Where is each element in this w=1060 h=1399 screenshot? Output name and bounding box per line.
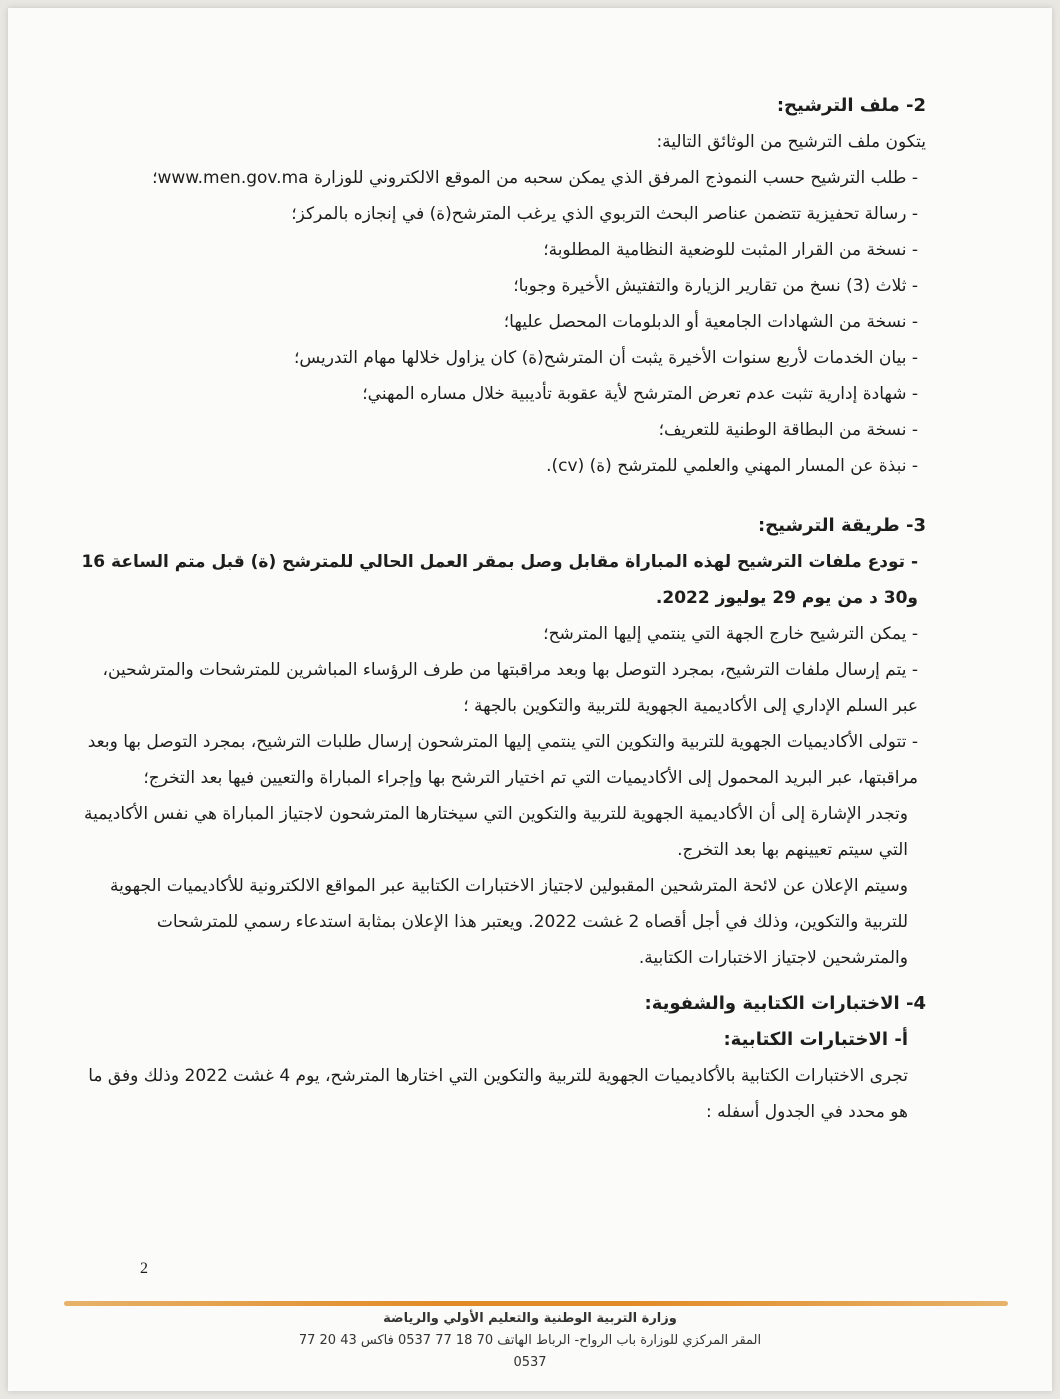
paragraph: - تتولى الأكاديميات الجهوية للتربية والتكوين التي ينتمي إليها المترشحون إرسال طلبات الترشيح، بمجرد التوصل بها وبعد مراقبتها، عبر البريد المحمول إلى الأكاديميات التي تم اختيار الترشح بها وإجراء المباراة والتعيين فيها بعد التخرج؛ — [87, 732, 918, 788]
document-body — [78, 88, 926, 1130]
section-3-title: 3- طريقة الترشيح: — [757, 515, 926, 536]
list-item: - نسخة من القرار المثبت للوضعية النظامية المطلوبة؛ — [543, 240, 918, 260]
paragraph: وتجدر الإشارة إلى أن الأكاديمية الجهوية للتربية والتكوين التي سيختارها المترشحون لاجتياز المباراة هي نفس الأكاديمية التي سيتم تعيينهم بها بعد التخرج. — [83, 804, 908, 860]
spacer — [78, 484, 926, 508]
list-item: - نسخة من البطاقة الوطنية للتعريف؛ — [658, 420, 918, 440]
footer-ministry-name: وزارة التربية الوطنية والتعليم الأولي والرياضة — [383, 1311, 677, 1326]
footer-address: المقر المركزي للوزارة باب الرواح- الرباط الهاتف 70 18 77 0537 فاكس 43 20 77 0537 — [298, 1333, 762, 1370]
paragraph: تجرى الاختبارات الكتابية بالأكاديميات الجهوية للتربية والتكوين التي اختارها المترشح، يوم 4 غشت 2022 وذلك وفق ما هو محدد في الجدول أسفله : — [88, 1066, 908, 1122]
paragraph: - يتم إرسال ملفات الترشيح، بمجرد التوصل بها وبعد مراقبتها من طرف الرؤساء المباشرين للمترشحات والمترشحين، عبر السلم الإداري إلى الأكاديمية الجهوية للتربية والتكوين بالجهة ؛ — [102, 660, 918, 716]
list-item: - ثلاث (3) نسخ من تقارير الزيارة والتفتيش الأخيرة وجوبا؛ — [513, 276, 918, 296]
footer-rule — [64, 1301, 1008, 1306]
paragraph: - يمكن الترشيح خارج الجهة التي ينتمي إليها المترشح؛ — [543, 624, 918, 644]
list-item: - رسالة تحفيزية تتضمن عناصر البحث التربوي الذي يرغب المترشح(ة) في إنجازه بالمركز؛ — [291, 204, 918, 224]
footer — [298, 1308, 762, 1374]
document-page — [8, 8, 1052, 1391]
list-item: - بيان الخدمات لأربع سنوات الأخيرة يثبت أن المترشح(ة) كان يزاول خلالها مهام التدريس؛ — [293, 348, 918, 368]
section-4-title: 4- الاختبارات الكتابية والشفوية: — [644, 993, 926, 1014]
list-item: - طلب الترشيح حسب النموذج المرفق الذي يمكن سحبه من الموقع الالكتروني للوزارة www.men.gov.ma؛ — [152, 168, 918, 188]
deadline-paragraph: - تودع ملفات الترشيح لهذه المباراة مقابل وصل بمقر العمل الحالي للمترشح (ة) قبل متم الساعة 16 و30 د من يوم 29 يوليوز 2022. — [81, 552, 918, 608]
section-2-title: 2- ملف الترشيح: — [776, 95, 926, 116]
section-2-intro: يتكون ملف الترشيح من الوثائق التالية: — [656, 132, 926, 152]
paragraph: وسيتم الإعلان عن لائحة المترشحين المقبولين لاجتياز الاختبارات الكتابية عبر المواقع الالكترونية للأكاديميات الجهوية للتربية والتكوين، وذلك في أجل أقصاه 2 غشت 2022. ويعتبر هذا الإعلان بمثابة استدعاء رسمي للمترشحات والمترشحين لاجتياز الاختبارات الكتابية. — [110, 876, 908, 968]
spacer — [78, 976, 926, 986]
list-item: - شهادة إدارية تثبت عدم تعرض المترشح لأية عقوبة تأديبية خلال مساره المهني؛ — [362, 384, 918, 404]
page-number: 2 — [140, 1260, 148, 1277]
section-4-subtitle: أ- الاختبارات الكتابية: — [723, 1029, 908, 1050]
list-item: - نبذة عن المسار المهني والعلمي للمترشح (ة) (cv). — [546, 456, 918, 476]
list-item: - نسخة من الشهادات الجامعية أو الدبلومات المحصل عليها؛ — [503, 312, 918, 332]
